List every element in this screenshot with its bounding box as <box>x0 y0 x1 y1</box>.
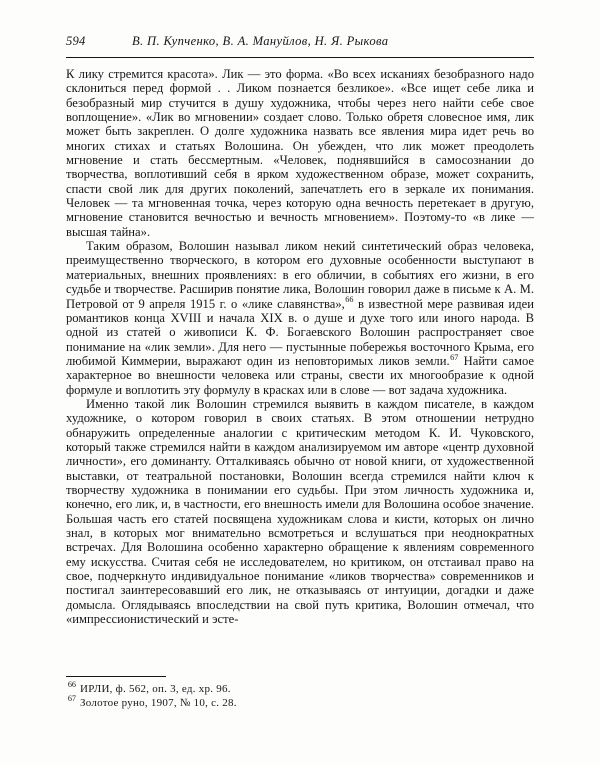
running-head <box>66 34 534 52</box>
header-rule <box>66 57 534 58</box>
paragraph-1: К лику стремится красота». Лик — это форма. «Во всех исканиях безобразного надо склониться перед формой . . Ликом познается безликое». «Все ищет себе лика и безобразный мир стучится в душу художника, чтобы через него найти себе свое воплощение». «Лик во мгновении» создает слово. Только обретя словесное имя, лик может быть закреплен. О долге художника назвать все явления мира идет речь во многих стихах и статьях Волошина. Он убежден, что лик может преодолеть мгновение и стать бессмертным. «Человек, поднявшийся в самосознании до творчества, воплотивший себя в ярком художественном образе, может сохранить, спасти свой лик для других поколений, запечатлеть его в зеркале их понимания. Человек — та мгновенная точка, через которую одна вечность перетекает в другую, мгновение становится вечностью и вечность мгновением». Поэтому-то «в лике — высшая тайна». <box>66 67 534 239</box>
paragraph-2-text-b: в известной мере развивая идеи романтиков конца XVIII и начала XIX в. о душе и духе того или иного народа. В одной из статей о живописи К. Ф. Богаевского Волошин распространяет свое понимание на «лик земли». Для него — пустынные побережья восточного Крыма, его любимой Киммерии, выражают один из неповторимых ликов земли. <box>66 296 534 368</box>
running-title: В. П. Купченко, В. А. Мануйлов, Н. Я. Рыкова <box>132 34 389 48</box>
footnotes-section <box>66 676 534 710</box>
footnote-text: ИРЛИ, ф. 562, оп. 3, ед. хр. 96. <box>80 683 231 695</box>
body-text <box>66 67 534 626</box>
footnote-ref-67[interactable]: 67 <box>450 352 459 362</box>
page-content <box>66 34 534 626</box>
paragraph-2 <box>66 239 534 397</box>
paragraph-2-text-a: Таким образом, Волошин называл ликом некий синтетический образ человека, преимущественно творческого, в котором его духовные особенности выступают в материальных, внешних проявлениях: в его обличии, в событиях его жизни, в его судьбе и творчестве. Расширив понятие лика, Волошин говорил даже в письме к А. М. Петровой от 9 апреля 1915 г. о «лике славянства», <box>66 239 534 311</box>
footnote-item: 66 ИРЛИ, ф. 562, оп. 3, ед. хр. 96. <box>67 680 231 695</box>
footnote-item: 67 Золотое руно, 1907, № 10, с. 28. <box>67 693 237 709</box>
page-number: 594 <box>66 34 86 48</box>
paragraph-3: Именно такой лик Волошин стремился выявить в каждом писателе, в каждом художнике, о котором говорил в своих статьях. В этом отношении нетрудно обнаружить определенные аналогии с критическим методом К. И. Чуковского, который также стремился найти в каждом анализируемом им авторе «центр духовной личности», его доминанту. Отталкиваясь обычно от новой книги, от художественной выставки, от театральной постановки, Волошин всегда стремился найти ключ к творчеству художника в понимании его судьбы. При этом личность художника и, конечно, его лик, и, в частности, его внешность имели для Волошина особое значение. Большая часть его статей посвящена художникам слова и кисти, которых он лично знал, в которых мог внимательно всмотреться и вслушаться при неоднократных встречах. Для Волошина особенно характерно обращение к явлениям современного ему искусства. Считая себя не исследователем, но критиком, он отстаивал право на свое, подчеркнуто индивидуальное понимание «ликов творчества» современников и постигал заинтересовавший его лик, не отказываясь от интуиции, догадки и даже домысла. Оглядываясь впоследствии на свой путь критика, Волошин отмечал, что «импрессионистический и эсте- <box>66 396 534 627</box>
footnote-separator-rule <box>66 676 166 677</box>
footnote-text: Золотое руно, 1907, № 10, с. 28. <box>80 696 237 709</box>
footnote-list <box>66 680 534 710</box>
footnote-ref-66[interactable]: 66 <box>345 295 354 305</box>
paragraph-2-text-c: Найти самое характерное во внешности человека или страны, свести их многообразие к одной формуле и воплотить эту формулу в красках или в слове — вот задача художника. <box>66 353 534 397</box>
